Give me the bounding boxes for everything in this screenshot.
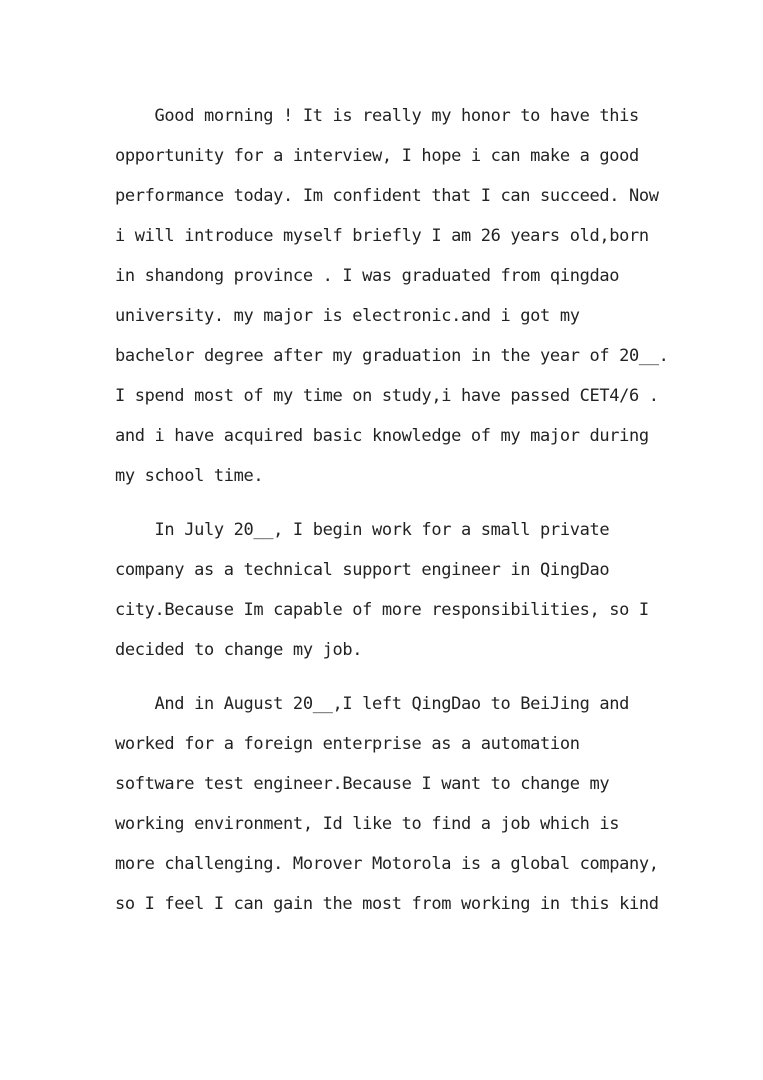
text-line: performance today. Im confident that I can succeed. Now [115,186,659,206]
text-line: working environment, Id like to find a job which is [115,814,620,834]
text-line: I spend most of my time on study,i have passed CET4/6 . [115,386,659,406]
text-line: software test engineer.Because I want to change my [115,774,610,794]
text-line: university. my major is electronic.and i got my [115,306,580,326]
text-line: more challenging. Morover Motorola is a global company, [115,854,659,874]
text-line: worked for a foreign enterprise as a automation [115,734,580,754]
text-line: i will introduce myself briefly I am 26 years old,born [115,226,649,246]
text-line: my school time. [115,466,264,486]
text-line: and i have acquired basic knowledge of my major during [115,426,649,446]
text-line: In July 20__, I begin work for a small private [115,520,610,540]
text-line: bachelor degree after my graduation in the year of 20__. [115,346,669,366]
text-line: Good morning ! It is really my honor to have this [115,106,639,126]
text-line: company as a technical support engineer in QingDao [115,560,610,580]
paragraph-second-job [115,684,659,924]
document-body [115,96,669,938]
text-line: decided to change my job. [115,640,363,660]
text-line: city.Because Im capable of more responsibilities, so I [115,600,649,620]
paragraph-introduction [115,96,669,496]
text-line: And in August 20__,I left QingDao to BeiJing and [115,694,630,714]
text-line: so I feel I can gain the most from working in this kind [115,894,659,914]
text-line: in shandong province . I was graduated from qingdao [115,266,620,286]
text-line: opportunity for a interview, I hope i can make a good [115,146,639,166]
paragraph-first-job [115,510,650,670]
